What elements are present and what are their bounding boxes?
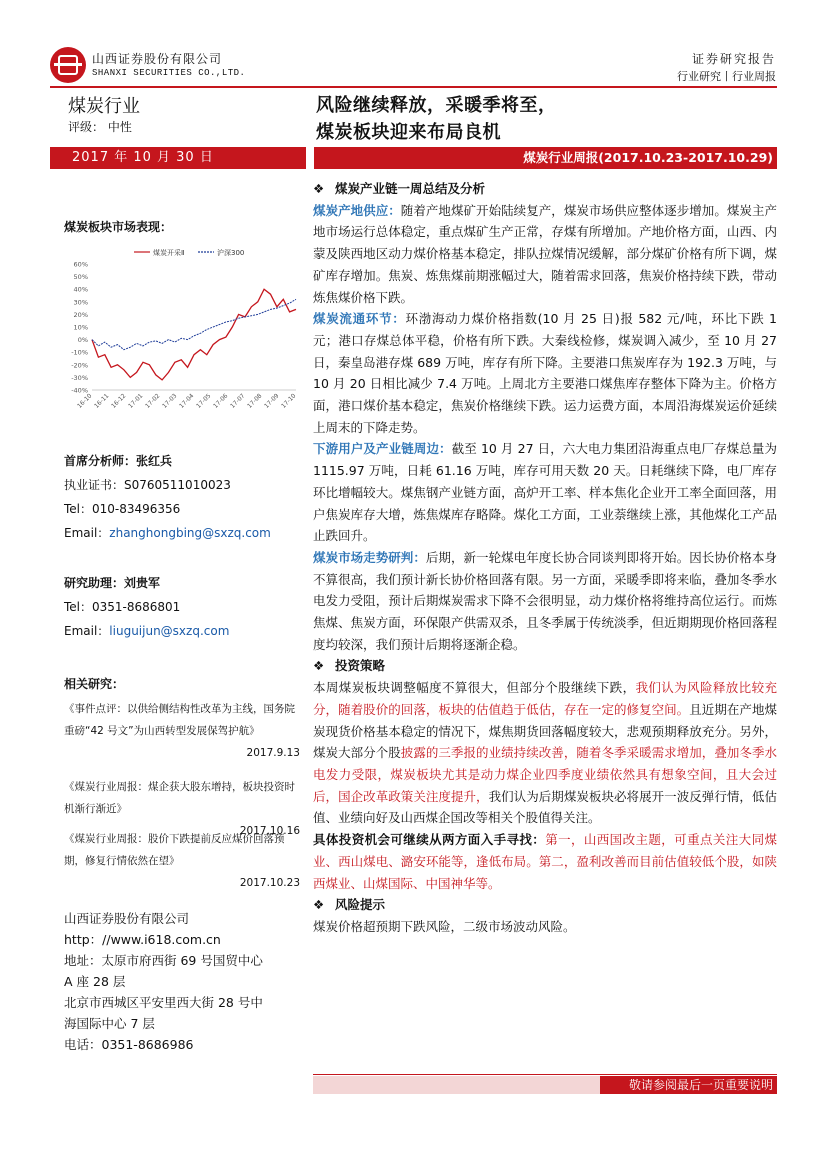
report-body	[313, 178, 777, 938]
assistant-title: 研究助理：刘贵军	[64, 576, 161, 590]
analyst-email-row	[64, 524, 271, 541]
related-research-item[interactable]	[64, 828, 300, 894]
paragraph-risk: 煤炭价格超预期下跌风险，二级市场波动风险。	[313, 918, 576, 934]
rating: 评级： 中性	[68, 120, 132, 134]
paragraph-circulation: 煤炭流通环节：环渤海动力煤价格指数(10 月 25 日)报 582 元/吨，环比下跌 1 元；港口存煤总体平稳，价格有所下跌。大秦线检修，煤炭调入减少，至 10 月 27 日，秦皇岛港存煤 689 万吨，库存有所下降。主要港口焦炭库存为 192.3 万吨，与 10 月 20 日相比减少 7.4 万吨。上周北方主要港口煤焦库存整体下降为主。价格方面，港口煤价基本稳定，焦炭价格继续下跌。运力运费方面，本周沿海煤炭运价延续上周末的下降走势。	[313, 311, 777, 435]
analyst-email-link[interactable]: zhanghongbing@sxzq.com	[109, 526, 271, 540]
y-tick-label: 50%	[73, 273, 88, 282]
industry-name: 煤炭行业	[68, 96, 140, 117]
assistant-email-label: Email：	[64, 624, 110, 638]
series-line-hs300	[92, 299, 296, 349]
section-heading-risk: ❖ 风险提示	[313, 894, 777, 916]
x-tick-label: 16-11	[93, 392, 111, 410]
y-tick-label: -10%	[71, 348, 88, 357]
x-tick-label: 17-08	[246, 392, 264, 410]
analyst-title: 首席分析师：张红兵	[64, 454, 173, 468]
paragraph-outlook: 煤炭市场走势研判：后期，新一轮煤电年度长协合同谈判即将开始。因长协价格本身不算很高，我们预计新长协价格回落有限。另一方面，采暖季即将来临，叠加冬季水电发力受阻，预计后期煤炭需求下降不会很明显，动力煤价格将维持高位运行。而炼焦煤、焦炭方面，环保限产供需双杀，且冬季属于传统淡季，但近期期现价格回落程度均较深，我们预计后期将逐渐企稳。	[313, 549, 777, 652]
title-line-2: 煤炭板块迎来布局良机	[316, 122, 501, 143]
address-line: 地址：太原市府西街 69 号国贸中心	[64, 953, 263, 968]
related-research-item[interactable]	[64, 698, 300, 764]
y-tick-label: 60%	[73, 260, 88, 269]
title-line-1: 风险继续释放，采暖季将至，	[316, 95, 557, 116]
label-downstream: 下游用户及产业链周边：	[313, 441, 452, 457]
analyst-tel: Tel：010-83496356	[64, 502, 181, 516]
y-tick-label: 20%	[73, 310, 88, 319]
assistant-email-row	[64, 622, 229, 639]
y-tick-label: -30%	[71, 373, 88, 382]
report-date: 2017 年 10 月 30 日	[50, 147, 306, 169]
address-line: 北京市西城区平安里西大街 28 号中	[64, 995, 263, 1010]
x-tick-label: 16-12	[110, 392, 128, 410]
label-supply: 煤炭产地供应：	[313, 202, 401, 218]
y-tick-label: 40%	[73, 285, 88, 294]
address-company: 山西证券股份有限公司	[64, 911, 190, 926]
x-tick-label: 17-04	[178, 392, 196, 410]
legend-label: 煤炭开采Ⅱ	[153, 249, 185, 257]
paragraph-supply: 煤炭产地供应：随着产地煤矿开始陆续复产，煤炭市场供应整体逐步增加。煤炭主产地市场运行总体稳定，重点煤矿生产正常，存煤有所增加。产地价格方面，山西、内蒙及陕西地区动力煤价格基本稳定，排队拉煤情况缓解，部分煤矿价格有所下调，煤矿库存增加。焦炭、炼焦煤前期涨幅过大，随着需求回落，焦炭价格持续下跌，带动炼焦煤价格下跌。	[313, 202, 777, 305]
address-line: 海国际中心 7 层	[64, 1016, 155, 1031]
address-website[interactable]: http：//www.i618.com.cn	[64, 932, 221, 947]
analyst-cert: 执业证书：S0760511010023	[64, 478, 231, 492]
y-tick-label: -40%	[71, 386, 88, 395]
company-logo	[50, 47, 86, 83]
y-tick-label: 10%	[73, 323, 88, 332]
related-research-text: 《煤炭行业周报：煤企获大股东增持，板块投资时机渐行渐近》	[64, 781, 295, 815]
weekly-period: 煤炭行业周报(2017.10.23-2017.10.29)	[314, 147, 777, 169]
series-line-coal	[92, 289, 296, 380]
x-tick-label: 17-02	[144, 392, 162, 410]
x-tick-label: 17-10	[280, 392, 298, 410]
paragraph-downstream: 下游用户及产业链周边：截至 10 月 27 日，六大电力集团沿海重点电厂存煤总量为 1115.97 万吨，日耗 61.16 万吨，库存可用天数 20 天。日耗继续下降，电厂库存环比增幅较大。煤焦钢产业链方面，高炉开工率、样本焦化企业开工率全面回落，用户焦炭库存大增，炼焦煤库存略降。煤化工方面，工业萘继续上涨，其他煤化工产品止跌回升。	[313, 441, 777, 544]
diamond-bullet-icon: ❖	[313, 181, 325, 196]
diamond-bullet-icon: ❖	[313, 897, 325, 913]
x-tick-label: 17-03	[161, 392, 179, 410]
related-research-date: 2017.10.16	[239, 825, 300, 837]
label-circulation: 煤炭流通环节：	[313, 311, 406, 327]
address-phone: 电话：0351-8686986	[64, 1037, 194, 1052]
company-name-cn: 山西证券股份有限公司	[92, 52, 223, 66]
x-tick-label: 16-10	[76, 392, 94, 410]
section-heading-strategy: ❖ 投资策略	[313, 655, 777, 677]
company-address	[64, 908, 300, 1055]
y-tick-label: 0%	[77, 336, 88, 345]
related-research-text: 《事件点评：以供给侧结构性改革为主线，国务院重磅“42 号文”为山西转型发展保驾护航》	[64, 703, 295, 737]
market-performance-title: 煤炭板块市场表现：	[64, 220, 173, 234]
label-outlook: 煤炭市场走势研判：	[313, 549, 426, 565]
related-research-title: 相关研究：	[64, 677, 125, 691]
analyst-email-label: Email：	[64, 526, 110, 540]
x-tick-label: 17-06	[212, 392, 230, 410]
paragraph-strategy: 本周煤炭板块调整幅度不算很大，但部分个股继续下跌，我们认为风险释放比较充分，随着股价的回落，板块的估值趋于低估，存在一定的修复空间。且近期在产地煤炭现货价格基本稳定的情况下，煤焦期货回落幅度较大，悲观预期释放充分。另外，煤炭大部分个股披露的三季报的业绩持续改善，随着冬季采暖需求增加，叠加冬季水电发力受限，煤炭板块尤其是动力煤企业四季度业绩依然具有想象空间，且大会过后，国企改革政策关注度提升，我们认为后期煤炭板块必将展开一波反弹行情，低估值、业绩向好及山西煤企国改等相关个股值得关注。	[313, 680, 777, 826]
assistant-tel: Tel：0351-8686801	[64, 600, 181, 614]
footer-divider	[313, 1074, 777, 1075]
related-research-date: 2017.10.23	[239, 877, 300, 889]
y-tick-label: 30%	[73, 298, 88, 307]
related-research-date: 2017.9.13	[246, 747, 300, 759]
header-divider	[50, 86, 777, 88]
related-research-text: 《煤炭行业周报：股价下跌提前反应煤价回落预期，修复行情依然在望》	[64, 833, 285, 867]
x-tick-label: 17-05	[195, 392, 213, 410]
report-title	[316, 92, 557, 146]
x-tick-label: 17-07	[229, 392, 247, 410]
y-tick-label: -20%	[71, 361, 88, 370]
legend-label: 沪深300	[217, 249, 245, 257]
footer-band	[313, 1076, 600, 1094]
x-tick-label: 17-09	[263, 392, 281, 410]
assistant-email-link[interactable]: liuguijun@sxzq.com	[109, 624, 230, 638]
diamond-bullet-icon: ❖	[313, 658, 325, 674]
report-type: 证券研究报告	[691, 52, 776, 66]
footer-disclaimer-note: 敬请参阅最后一页重要说明	[600, 1076, 777, 1094]
x-tick-label: 17-01	[127, 392, 145, 410]
company-name-en: SHANXI SECURITIES CO.,LTD.	[92, 68, 246, 78]
section-heading-industry-chain: ❖ 煤炭产业链一周总结及分析	[313, 178, 777, 200]
paragraph-opportunities: 具体投资机会可继续从两方面入手寻找：第一，山西国改主题，可重点关注大同煤业、西山煤电、潞安环能等，逢低布局。第二，盈利改善而目前估值较低个股，如陕西煤业、山煤国际、中国神华等。	[313, 832, 777, 891]
report-subtype: 行业研究丨行业周报	[677, 70, 776, 83]
market-performance-chart	[56, 240, 302, 440]
address-line: A 座 28 层	[64, 974, 126, 989]
